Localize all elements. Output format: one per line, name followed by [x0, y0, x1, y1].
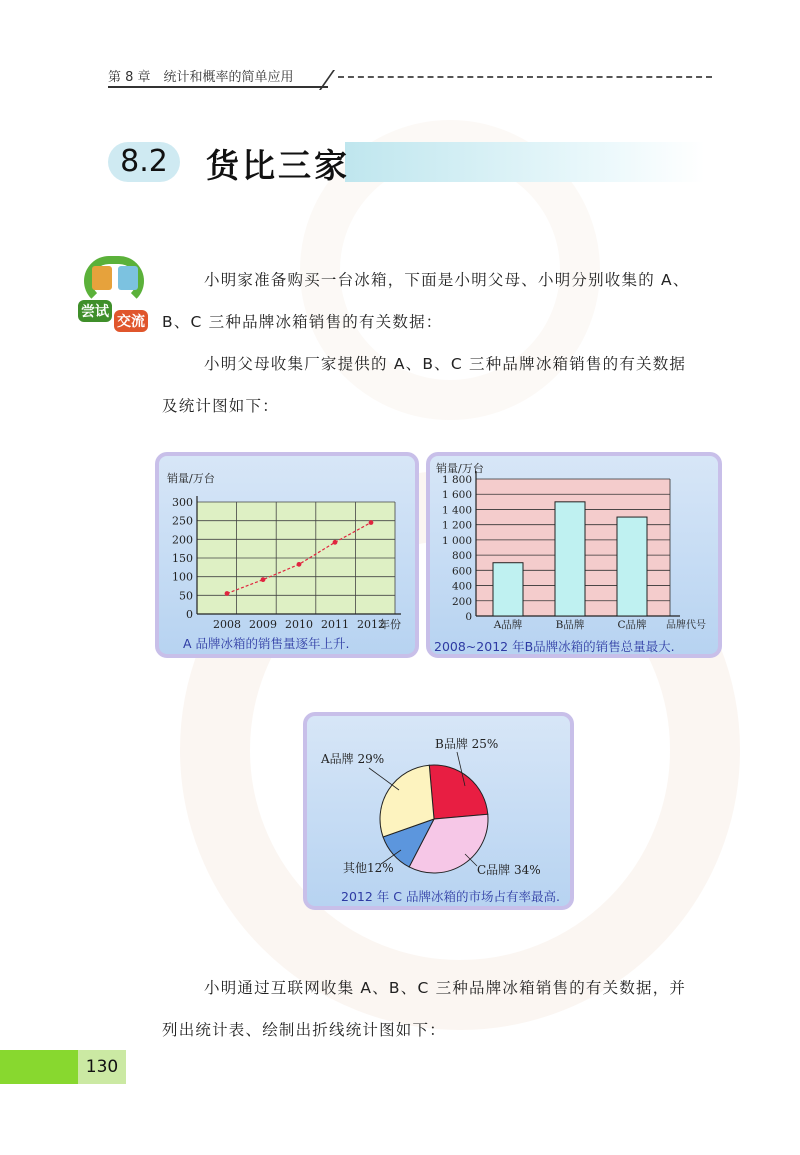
line-point	[369, 520, 374, 525]
bar-chart	[430, 456, 718, 654]
pie-label: 其他12%	[343, 861, 394, 875]
line-point	[261, 577, 266, 582]
bar-xtick-label: B品牌	[555, 619, 585, 631]
line-xlabel: 年份	[379, 618, 401, 631]
badge-exchange-label: 交流	[114, 310, 148, 332]
section-title-bar	[345, 142, 705, 182]
line-xtick-label: 2010	[285, 618, 313, 631]
badge-try-label: 尝试	[78, 300, 112, 322]
badge-fridge-icon	[92, 266, 112, 290]
bar-ytick-label: 1 400	[441, 504, 472, 517]
line-point	[297, 562, 302, 567]
pie-label: A品牌 29%	[321, 752, 385, 766]
bar-ytick-label: 1 600	[441, 489, 472, 502]
header-dashed-line	[338, 76, 712, 78]
bar-ytick-label: 1 200	[441, 519, 472, 532]
bar-ytick-label: 1 800	[441, 474, 472, 486]
line-xtick-label: 2011	[321, 618, 349, 631]
pie-label: B品牌 25%	[435, 737, 499, 751]
chapter-header: 第 8 章 统计和概率的简单应用	[108, 70, 294, 85]
line-ytick-label: 150	[172, 552, 193, 565]
paragraph-line: 小明通过互联网收集 A、B、C 三种品牌冰箱销售的有关数据，并	[204, 979, 687, 997]
header-underline	[108, 86, 328, 88]
bar-ylabel: 销量/万台	[436, 462, 484, 475]
paragraph-line: 列出统计表、绘制出折线统计图如下：	[162, 1021, 446, 1039]
bar-ytick-label: 1 000	[441, 534, 472, 547]
paragraph-line: 及统计图如下：	[162, 397, 279, 415]
bar-chart-caption: 2008~2012 年B品牌冰箱的销售总量最大.	[434, 639, 675, 654]
page-number: 130	[78, 1050, 126, 1084]
line-ylabel: 销量/万台	[167, 472, 215, 485]
line-ytick-label: 300	[172, 496, 193, 509]
line-chart	[159, 456, 415, 654]
pie-chart-caption: 2012 年 C 品牌冰箱的市场占有率最高.	[341, 889, 560, 904]
try-exchange-badge	[78, 256, 160, 328]
line-ytick-label: 50	[179, 589, 193, 603]
pie-chart-panel	[303, 712, 574, 910]
bar-1	[555, 502, 585, 616]
bar-xtick-label: A品牌	[493, 619, 523, 631]
line-ytick-label: 0	[186, 608, 193, 621]
section-number: 8.2	[108, 142, 180, 182]
bar-chart-panel	[426, 452, 722, 658]
badge-fridge-icon	[118, 266, 138, 290]
line-xtick-label: 2008	[213, 618, 241, 631]
line-xtick-label: 2012	[357, 618, 385, 631]
paragraph-line: B、C 三种品牌冰箱销售的有关数据：	[162, 313, 443, 331]
line-point	[225, 591, 230, 596]
page-number-tab	[0, 1050, 78, 1084]
bar-xlabel: 品牌代号	[666, 620, 706, 631]
paragraph-line: 小明家准备购买一台冰箱，下面是小明父母、小明分别收集的 A、	[204, 271, 690, 289]
line-point	[333, 540, 338, 545]
bar-ytick-label: 400	[451, 580, 472, 593]
line-ytick-label: 100	[172, 570, 193, 584]
line-ytick-label: 200	[172, 533, 193, 547]
pie-slice-0	[429, 765, 488, 819]
bar-2	[617, 517, 647, 616]
bar-0	[493, 563, 523, 616]
section-title: 货比三家	[206, 146, 350, 185]
paragraph-line: 小明父母收集厂家提供的 A、B、C 三种品牌冰箱销售的有关数据	[204, 355, 687, 373]
bar-ytick-label: 800	[451, 550, 472, 563]
line-ytick-label: 250	[172, 514, 193, 528]
line-chart-caption: A 品牌冰箱的销售量逐年上升.	[183, 636, 350, 651]
pie-chart	[307, 716, 570, 906]
bar-xtick-label: C品牌	[617, 619, 647, 631]
bar-ytick-label: 200	[451, 595, 472, 608]
pie-leader-line	[369, 768, 399, 790]
pie-label: C品牌 34%	[477, 863, 541, 877]
bar-ytick-label: 600	[451, 565, 472, 578]
line-chart-panel	[155, 452, 419, 658]
line-xtick-label: 2009	[249, 618, 277, 631]
bar-ytick-label: 0	[465, 611, 472, 623]
